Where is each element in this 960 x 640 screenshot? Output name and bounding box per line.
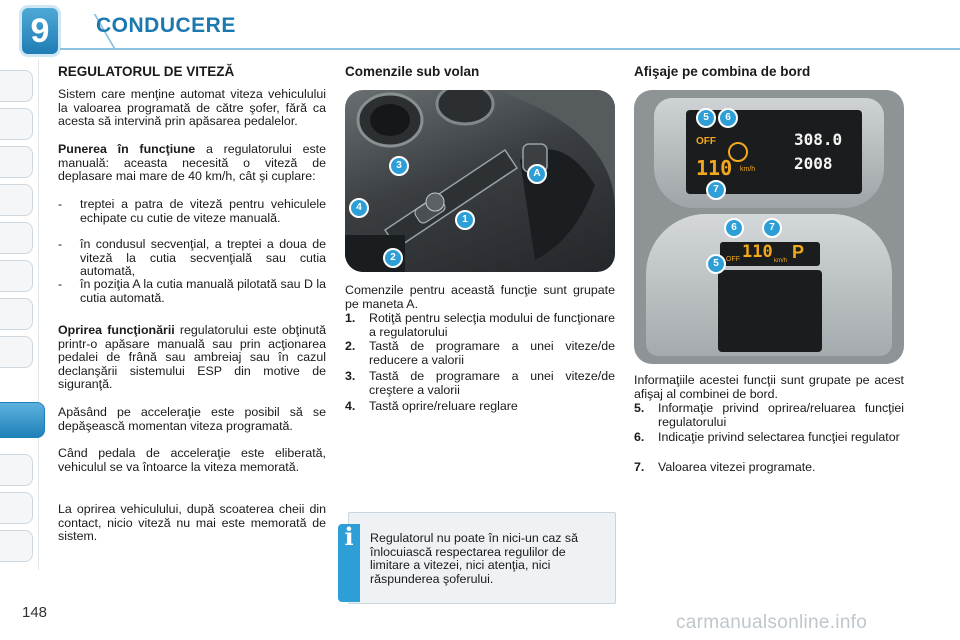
- display-number: 5.: [634, 401, 645, 415]
- bullet-dash: -: [58, 277, 63, 291]
- dashboard-photo: [634, 90, 904, 364]
- display-top-unit: km/h: [740, 166, 756, 173]
- callout-1: 1: [455, 210, 475, 230]
- display-bottom-unit: km/h: [774, 258, 788, 264]
- chapter-tab-11[interactable]: [0, 492, 33, 524]
- control-number: 1.: [345, 311, 356, 325]
- control-item: [345, 340, 615, 368]
- activation-paragraph: [58, 143, 326, 184]
- chapter-tab-3[interactable]: [0, 146, 33, 178]
- bullet-item: [58, 278, 326, 308]
- chapter-tab-9-active[interactable]: [0, 402, 45, 438]
- control-text: Tastă oprire/reluare reglare: [369, 399, 518, 413]
- display-top-trip: 2008: [794, 154, 833, 173]
- controls-intro: Comenzile pentru această funcţie sunt grupate pe maneta A.: [345, 283, 615, 311]
- callout-A: A: [527, 164, 547, 184]
- info-icon: i: [344, 522, 354, 551]
- display-top-odometer: 308.0: [794, 130, 843, 149]
- bullet-text: în poziţia A la cutia manuală pilotată sau D la cutia automată.: [80, 277, 326, 305]
- callout-5-bottom: 5: [706, 254, 726, 274]
- chapter-tab-12[interactable]: [0, 530, 33, 562]
- stop-text: regulatorului este obţinută printr-o apăsare manuală sau prin acţionarea pedalei de frână sau ambreiaj sau în cazul declanşării sistemului ESP din motive de siguranţă.: [58, 323, 326, 392]
- chapter-tab-2[interactable]: [0, 108, 33, 140]
- control-text: Rotiţă pentru selecţia modului de funcţionare a regulatorului: [369, 311, 615, 339]
- steering-stalk-illustration: [345, 90, 615, 272]
- display-item: [634, 431, 904, 459]
- callout-6-top: 6: [718, 108, 738, 128]
- chapter-tab-5[interactable]: [0, 222, 33, 254]
- bullet-item: [58, 238, 326, 280]
- display-bottom-screen: [718, 270, 822, 352]
- activation-label: Punerea în funcţiune: [58, 142, 196, 156]
- intro-paragraph: Sistem care menţine automat viteza vehiculului la valoarea programată de către şofer, fără ca acesta să intervină prin apăsarea pedalelor.: [58, 87, 326, 129]
- callout-7-bottom: 7: [762, 218, 782, 238]
- bullet-text: treptei a patra de viteză pentru vehiculele echipate cu cutie de viteze manuală.: [80, 197, 326, 225]
- bullet-dash: -: [58, 197, 63, 211]
- accelerator-paragraph-1: Apăsând pe acceleraţie este posibil să se depăşească momentan viteza programată.: [58, 405, 326, 433]
- display-text: Indicaţie privind selectarea funcţiei regulator: [658, 430, 900, 444]
- section-title-cruise-control: REGULATORUL DE VITEZĂ: [58, 64, 235, 79]
- cruise-control-icon: [728, 142, 748, 162]
- page-number: 148: [22, 604, 48, 621]
- callout-3: 3: [389, 156, 409, 176]
- display-item: [634, 461, 904, 477]
- display-top-speed: 110: [696, 156, 733, 180]
- control-item: [345, 312, 615, 340]
- watermark: carmanualsonline.info: [676, 612, 868, 633]
- control-item: [345, 400, 615, 416]
- chapter-tab-6[interactable]: [0, 260, 33, 292]
- control-text: Tastă de programare a unei viteze/de creştere a valorii: [369, 369, 615, 397]
- section-title-dashboard-display: Afişaje pe combina de bord: [634, 64, 811, 79]
- display-bottom-speed: 110: [742, 242, 773, 262]
- control-number: 2.: [345, 339, 356, 353]
- display-text: Informaţie privind oprirea/reluarea funcţiei regulatorului: [658, 401, 904, 429]
- chapter-title: CONDUCERE: [96, 14, 236, 37]
- display-number: 7.: [634, 460, 645, 474]
- display-item: [634, 402, 904, 430]
- chapter-tab-7[interactable]: [0, 298, 33, 330]
- callout-7-top: 7: [706, 180, 726, 200]
- callout-5-top: 5: [696, 108, 716, 128]
- ignition-off-paragraph: La oprirea vehiculului, după scoaterea cheii din contact, nicio viteză nu mai este memorată de sistem.: [58, 502, 326, 544]
- bullet-item: [58, 198, 326, 240]
- chapter-badge: 9: [22, 8, 58, 54]
- control-item: [345, 370, 615, 398]
- activation-text: a regulatorului este manuală: aceasta necesită o viteză de deplasare mai mare de 40 km/h, cât şi cuplare:: [58, 142, 326, 184]
- callout-2: 2: [383, 248, 403, 268]
- chapter-tab-8[interactable]: [0, 336, 33, 368]
- chapter-tab-1[interactable]: [0, 70, 33, 102]
- display-bottom-park: P: [792, 242, 805, 262]
- section-title-steering-controls: Comenzile sub volan: [345, 64, 480, 79]
- control-number: 4.: [345, 399, 356, 413]
- chapter-tab-4[interactable]: [0, 184, 33, 216]
- control-number: 3.: [345, 369, 356, 383]
- display-intro: Informaţiile acestei funcţii sunt grupate pe acest afişaj al combinei de bord.: [634, 373, 904, 401]
- steering-stalk-photo: [345, 90, 615, 272]
- display-top-off: OFF: [696, 136, 716, 147]
- accelerator-paragraph-2: Când pedala de acceleraţie este eliberată, vehiculul se va întoarce la viteza memorată.: [58, 446, 326, 474]
- bullet-text: în condusul secvenţial, a treptei a doua de viteză la cutia secvenţială sau cutia automată,: [80, 237, 326, 279]
- info-note-text: Regulatorul nu poate în nici-un caz să înlocuiască respectarea regulilor de limitare a vitezei, nici atenţia, nici răspunderea şoferului.: [370, 531, 579, 586]
- header-divider: [60, 48, 960, 50]
- bullet-dash: -: [58, 237, 63, 251]
- chapter-tab-10[interactable]: [0, 454, 33, 486]
- stop-paragraph: [58, 324, 326, 392]
- side-rule: [38, 60, 39, 570]
- display-number: 6.: [634, 430, 645, 444]
- callout-4: 4: [349, 198, 369, 218]
- callout-6-bottom: 6: [724, 218, 744, 238]
- display-bottom-off: OFF: [726, 256, 740, 263]
- stop-label: Oprirea funcţionării: [58, 323, 175, 337]
- control-text: Tastă de programare a unei viteze/de reducere a valorii: [369, 339, 615, 367]
- display-text: Valoarea vitezei programate.: [658, 460, 816, 474]
